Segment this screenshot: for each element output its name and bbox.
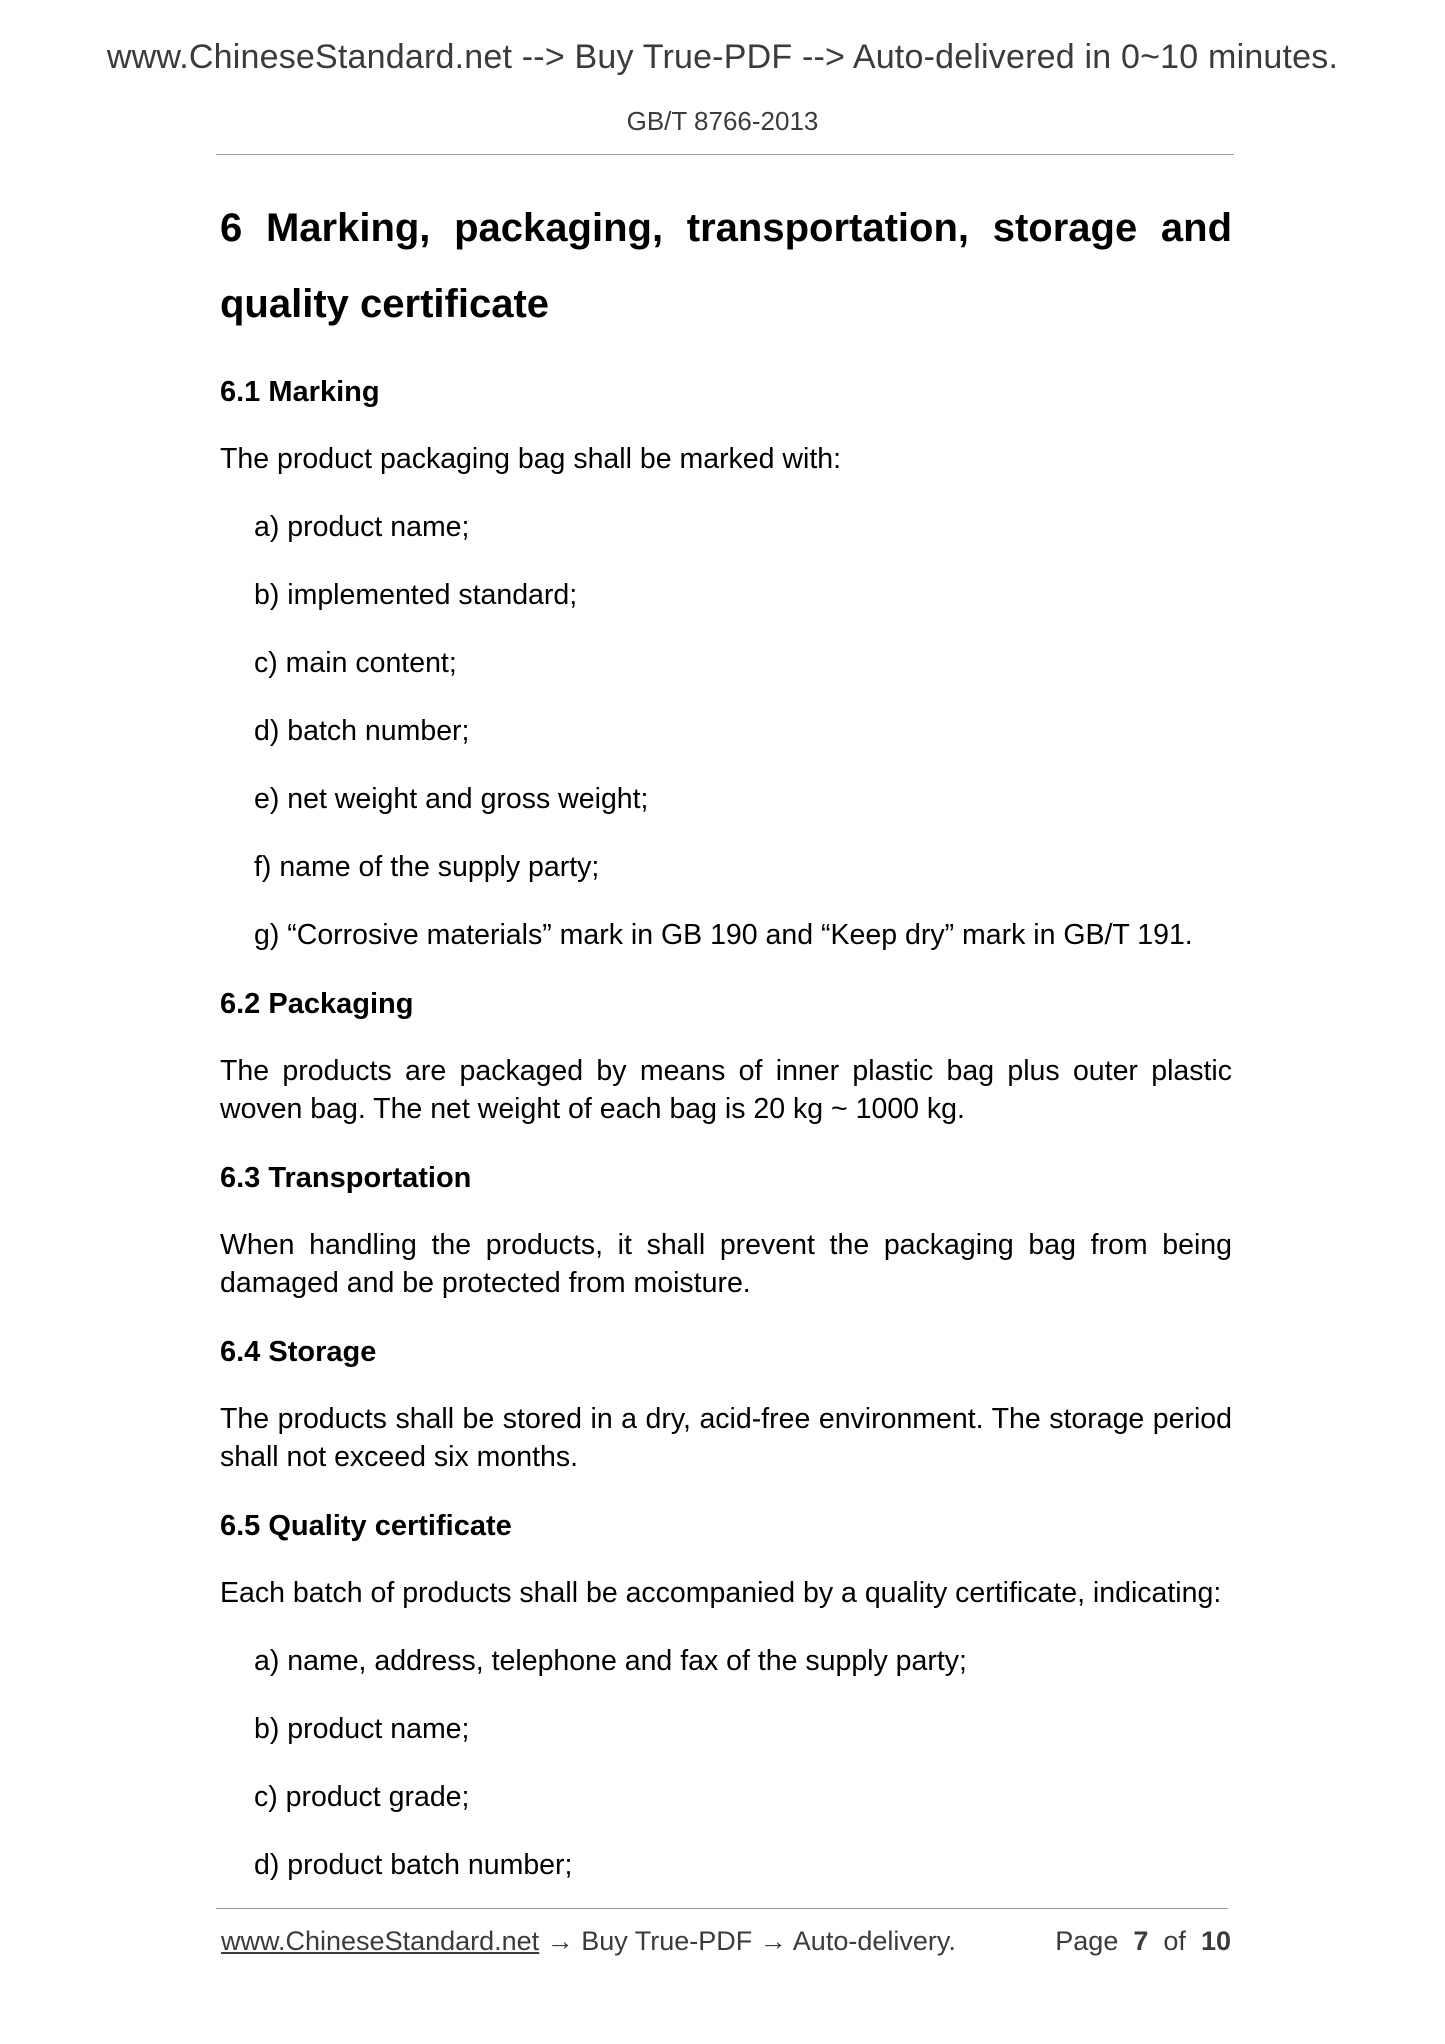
page-number bbox=[1055, 1926, 1231, 1957]
footer-divider bbox=[216, 1908, 1228, 1909]
marking-item-d: d) batch number; bbox=[254, 715, 470, 747]
heading-packaging: 6.2 Packaging bbox=[220, 988, 414, 1020]
footer-site-link[interactable]: www.ChineseStandard.net bbox=[221, 1926, 540, 1956]
document-body bbox=[220, 190, 1232, 1884]
marking-item-f: f) name of the supply party; bbox=[254, 851, 600, 883]
heading-marking: 6.1 Marking bbox=[220, 376, 380, 408]
marking-intro: The product packaging bag shall be marked with: bbox=[220, 443, 842, 475]
of-label: of bbox=[1163, 1926, 1186, 1956]
arrow-icon: → bbox=[546, 1926, 574, 1956]
page-total: 10 bbox=[1200, 1926, 1231, 1956]
marking-item-b: b) implemented standard; bbox=[254, 579, 578, 611]
marking-item-e: e) net weight and gross weight; bbox=[254, 783, 649, 815]
heading-storage: 6.4 Storage bbox=[220, 1336, 377, 1368]
packaging-text: The products are packaged by means of inner plastic bag plus outer plastic woven bag. The net weight of each bag is 20 kg ~ 1000 kg. bbox=[220, 1055, 1232, 1125]
quality-item-d: d) product batch number; bbox=[254, 1849, 573, 1881]
quality-intro: Each batch of products shall be accompanied by a quality certificate, indicating: bbox=[220, 1577, 1222, 1609]
section-title: 6 Marking, packaging, transportation, storage and quality certificate bbox=[220, 206, 1232, 326]
quality-item-b: b) product name; bbox=[254, 1713, 470, 1745]
heading-quality-certificate: 6.5 Quality certificate bbox=[220, 1510, 512, 1542]
marking-item-a: a) product name; bbox=[254, 511, 470, 543]
footer-delivery-text: Auto-delivery. bbox=[792, 1926, 956, 1956]
marking-item-g: g) “Corrosive materials” mark in GB 190 and “Keep dry” mark in GB/T 191. bbox=[254, 919, 1193, 951]
storage-text: The products shall be stored in a dry, acid-free environment. The storage period shall not exceed six months. bbox=[220, 1403, 1232, 1473]
page-current: 7 bbox=[1133, 1926, 1149, 1956]
transportation-text: When handling the products, it shall prevent the packaging bag from being damaged and be protected from moisture. bbox=[220, 1229, 1232, 1299]
footer-buy-text: Buy True-PDF bbox=[581, 1926, 753, 1956]
quality-item-c: c) product grade; bbox=[254, 1781, 470, 1813]
quality-item-a: a) name, address, telephone and fax of the supply party; bbox=[254, 1645, 967, 1677]
marking-item-c: c) main content; bbox=[254, 647, 457, 679]
page-label: Page bbox=[1055, 1926, 1119, 1956]
heading-transportation: 6.3 Transportation bbox=[220, 1162, 472, 1194]
page-footer bbox=[221, 1926, 1231, 1957]
top-banner: www.ChineseStandard.net --> Buy True-PDF --> Auto-delivered in 0~10 minutes. bbox=[106, 38, 1339, 76]
arrow-icon: → bbox=[759, 1926, 787, 1956]
standard-code: GB/T 8766-2013 bbox=[626, 106, 819, 136]
header-divider bbox=[216, 154, 1234, 155]
